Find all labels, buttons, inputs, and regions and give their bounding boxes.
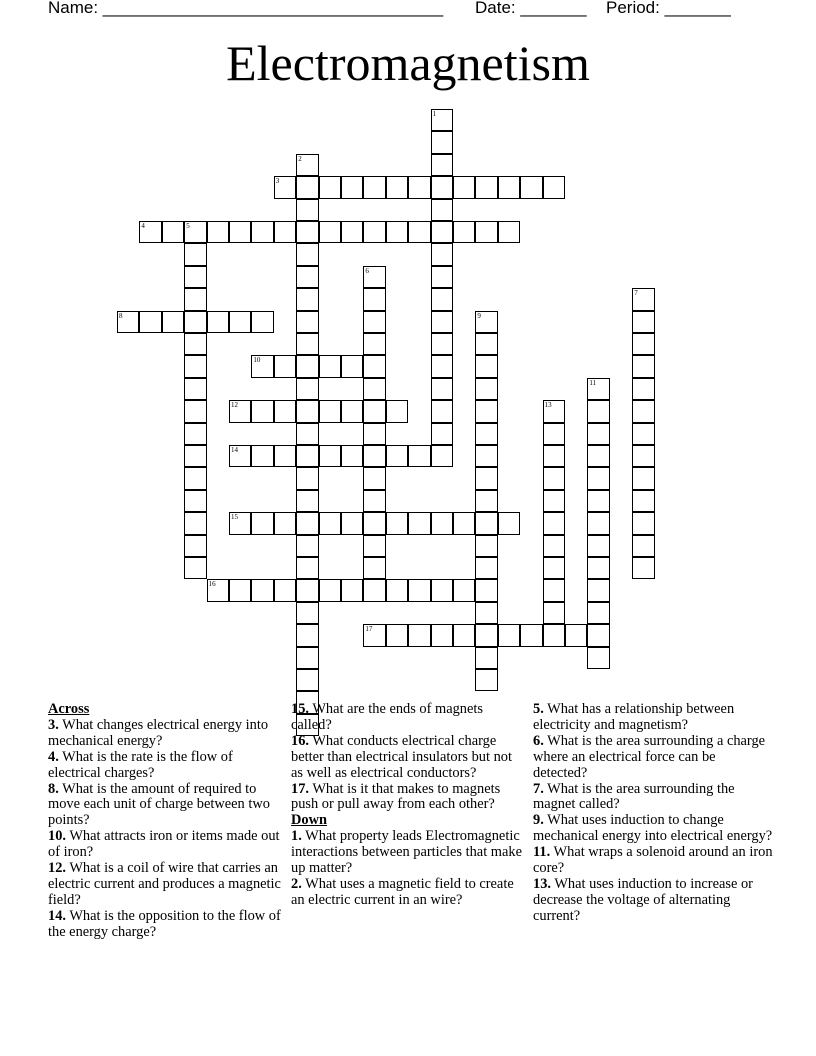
grid-cell[interactable] xyxy=(296,579,318,601)
clue-item xyxy=(48,750,284,782)
grid-cell[interactable] xyxy=(363,221,385,243)
grid-cell[interactable] xyxy=(274,176,296,198)
grid-cell[interactable] xyxy=(475,557,497,579)
clue-item xyxy=(533,877,773,925)
grid-cell[interactable] xyxy=(363,557,385,579)
clue-column-1 xyxy=(48,702,284,941)
clue-item xyxy=(291,877,527,909)
grid-cell[interactable] xyxy=(184,400,206,422)
grid-cell[interactable] xyxy=(632,490,654,512)
grid-cell[interactable] xyxy=(475,445,497,467)
grid-cell[interactable] xyxy=(543,512,565,534)
grid-cell[interactable] xyxy=(319,176,341,198)
grid-cell[interactable] xyxy=(251,445,273,467)
grid-cell[interactable] xyxy=(587,378,609,400)
grid-cell[interactable] xyxy=(184,311,206,333)
grid-cell[interactable] xyxy=(587,624,609,646)
grid-cell[interactable] xyxy=(498,624,520,646)
grid-cell[interactable] xyxy=(319,445,341,467)
grid-cell[interactable] xyxy=(184,445,206,467)
clue-item-number: 2. xyxy=(291,875,302,892)
grid-cell[interactable] xyxy=(520,624,542,646)
clue-item-text: What uses a magnetic field to create an electric current in an wire? xyxy=(291,875,514,908)
grid-cell[interactable] xyxy=(139,221,161,243)
grid-cell[interactable] xyxy=(296,288,318,310)
clue-item xyxy=(48,861,284,909)
clue-item-number: 17. xyxy=(291,780,309,797)
grid-cell[interactable] xyxy=(184,355,206,377)
grid-cell[interactable] xyxy=(431,423,453,445)
grid-cell[interactable] xyxy=(475,602,497,624)
grid-cell[interactable] xyxy=(341,400,363,422)
grid-cell[interactable] xyxy=(296,378,318,400)
grid-cell[interactable] xyxy=(632,400,654,422)
grid-cell[interactable] xyxy=(386,624,408,646)
grid-cell[interactable] xyxy=(296,333,318,355)
clue-number: 7 xyxy=(634,289,638,298)
grid-cell[interactable] xyxy=(431,624,453,646)
grid-cell[interactable] xyxy=(587,579,609,601)
clue-number: 9 xyxy=(477,311,481,320)
grid-cell[interactable] xyxy=(475,467,497,489)
grid-cell[interactable] xyxy=(251,512,273,534)
grid-cell[interactable] xyxy=(296,400,318,422)
grid-cell[interactable] xyxy=(296,355,318,377)
grid-cell[interactable] xyxy=(632,333,654,355)
grid-cell[interactable] xyxy=(453,176,475,198)
grid-cell[interactable] xyxy=(431,266,453,288)
clue-item-text: What is a coil of wire that carries an electric current and produces a magnetic field? xyxy=(48,860,281,908)
clue-item xyxy=(533,702,773,734)
grid-cell[interactable] xyxy=(296,243,318,265)
grid-cell[interactable] xyxy=(408,176,430,198)
clue-item-number: 4. xyxy=(48,748,59,765)
grid-cell[interactable] xyxy=(117,311,139,333)
grid-cell[interactable] xyxy=(543,445,565,467)
grid-cell[interactable] xyxy=(408,512,430,534)
clue-number: 6 xyxy=(365,266,369,275)
grid-cell[interactable] xyxy=(296,311,318,333)
grid-cell[interactable] xyxy=(475,355,497,377)
clue-item-number: 5. xyxy=(533,701,544,717)
grid-cell[interactable] xyxy=(543,490,565,512)
grid-cell[interactable] xyxy=(296,467,318,489)
grid-cell[interactable] xyxy=(543,176,565,198)
grid-cell[interactable] xyxy=(543,467,565,489)
grid-cell[interactable] xyxy=(184,423,206,445)
grid-cell[interactable] xyxy=(184,467,206,489)
grid-cell[interactable] xyxy=(162,311,184,333)
grid-cell[interactable] xyxy=(431,243,453,265)
grid-cell[interactable] xyxy=(431,512,453,534)
clue-number: 3 xyxy=(275,177,280,186)
grid-cell[interactable] xyxy=(453,512,475,534)
grid-cell[interactable] xyxy=(498,221,520,243)
grid-cell[interactable] xyxy=(587,423,609,445)
grid-cell[interactable] xyxy=(431,400,453,422)
grid-cell[interactable] xyxy=(543,400,565,422)
grid-cell[interactable] xyxy=(363,355,385,377)
grid-cell[interactable] xyxy=(296,624,318,646)
grid-cell[interactable] xyxy=(296,221,318,243)
name-field-label: Name: ____________________________________ xyxy=(48,0,444,17)
grid-cell[interactable] xyxy=(475,333,497,355)
grid-cell[interactable] xyxy=(184,266,206,288)
grid-cell[interactable] xyxy=(184,512,206,534)
grid-cell[interactable] xyxy=(363,579,385,601)
grid-cell[interactable] xyxy=(319,400,341,422)
grid-cell[interactable] xyxy=(363,467,385,489)
clue-item xyxy=(48,829,284,861)
grid-cell[interactable] xyxy=(296,535,318,557)
grid-cell[interactable] xyxy=(475,669,497,691)
clue-item xyxy=(48,782,284,830)
clue-item-number: 15. xyxy=(291,701,309,717)
clue-item-text: What has a relationship between electricity and magnetism? xyxy=(533,701,735,733)
grid-cell[interactable] xyxy=(139,311,161,333)
grid-cell[interactable] xyxy=(184,243,206,265)
clue-number: 5 xyxy=(186,222,190,230)
grid-cell[interactable] xyxy=(587,602,609,624)
clue-item-text: What property leads Electromagnetic interactions between particles that make up matter? xyxy=(291,828,522,877)
grid-cell[interactable] xyxy=(229,512,251,534)
clue-item xyxy=(291,702,527,734)
grid-cell[interactable] xyxy=(543,624,565,646)
clue-number: 17 xyxy=(365,625,373,634)
clue-item-text: What attracts iron or items made out of iron? xyxy=(48,828,280,861)
grid-cell[interactable] xyxy=(363,512,385,534)
grid-cell[interactable] xyxy=(274,355,296,377)
grid-cell[interactable] xyxy=(475,624,497,646)
grid-cell[interactable] xyxy=(319,512,341,534)
grid-cell[interactable] xyxy=(207,221,229,243)
grid-cell[interactable] xyxy=(632,535,654,557)
grid-cell[interactable] xyxy=(498,512,520,534)
grid-cell[interactable] xyxy=(587,535,609,557)
clue-item-text: What is the area surrounding a charge where an electrical force can be detected? xyxy=(533,732,766,781)
grid-cell[interactable] xyxy=(363,535,385,557)
grid-cell[interactable] xyxy=(475,221,497,243)
grid-cell[interactable] xyxy=(386,512,408,534)
grid-cell[interactable] xyxy=(386,579,408,601)
grid-cell[interactable] xyxy=(296,490,318,512)
clue-item-number: 7. xyxy=(533,780,544,797)
grid-cell[interactable] xyxy=(296,512,318,534)
clue-column-3 xyxy=(533,702,773,925)
clue-item-number: 13. xyxy=(533,875,551,892)
grid-cell[interactable] xyxy=(251,355,273,377)
grid-cell[interactable] xyxy=(363,311,385,333)
clue-number: 8 xyxy=(119,311,123,320)
clue-item-text: What conducts electrical charge better than electrical insulators but not as well as electrical conductors? xyxy=(291,732,512,781)
grid-cell[interactable] xyxy=(229,579,251,601)
grid-cell[interactable] xyxy=(408,579,430,601)
grid-cell[interactable] xyxy=(184,557,206,579)
clue-item-number: 16. xyxy=(291,732,309,749)
grid-cell[interactable] xyxy=(431,199,453,221)
grid-cell[interactable] xyxy=(363,400,385,422)
grid-cell[interactable] xyxy=(319,221,341,243)
grid-cell[interactable] xyxy=(184,535,206,557)
grid-cell[interactable] xyxy=(341,355,363,377)
grid-cell[interactable] xyxy=(431,445,453,467)
grid-cell[interactable] xyxy=(632,423,654,445)
grid-cell[interactable] xyxy=(251,311,273,333)
clue-item xyxy=(533,813,773,845)
clue-item xyxy=(48,718,284,750)
clue-item-number: 8. xyxy=(48,780,59,797)
clue-item xyxy=(291,782,527,814)
grid-cell[interactable] xyxy=(296,445,318,467)
grid-cell[interactable] xyxy=(587,557,609,579)
clue-number: 10 xyxy=(253,356,261,365)
clue-item-text: What are the ends of magnets called? xyxy=(291,701,483,733)
grid-cell[interactable] xyxy=(363,288,385,310)
grid-cell[interactable] xyxy=(587,512,609,534)
grid-cell[interactable] xyxy=(632,288,654,310)
grid-cell[interactable] xyxy=(274,221,296,243)
grid-cell[interactable] xyxy=(543,579,565,601)
grid-cell[interactable] xyxy=(431,355,453,377)
grid-cell[interactable] xyxy=(475,378,497,400)
grid-cell[interactable] xyxy=(274,400,296,422)
grid-cell[interactable] xyxy=(296,176,318,198)
clue-item-number: 3. xyxy=(48,716,59,733)
clue-item-text: What is the area surrounding the magnet called? xyxy=(533,780,735,813)
grid-cell[interactable] xyxy=(229,445,251,467)
grid-cell[interactable] xyxy=(587,445,609,467)
grid-cell[interactable] xyxy=(229,221,251,243)
grid-cell[interactable] xyxy=(587,490,609,512)
grid-cell[interactable] xyxy=(475,579,497,601)
grid-cell[interactable] xyxy=(363,624,385,646)
grid-cell[interactable] xyxy=(363,423,385,445)
clue-item-number: 11. xyxy=(533,844,551,861)
clue-item xyxy=(533,845,773,877)
clue-number: 1 xyxy=(432,110,437,118)
clue-item xyxy=(533,782,773,814)
down-heading: Down xyxy=(291,812,327,829)
grid-cell[interactable] xyxy=(251,579,273,601)
grid-cell[interactable] xyxy=(543,602,565,624)
grid-cell[interactable] xyxy=(632,557,654,579)
clue-item-number: 6. xyxy=(533,732,544,749)
clue-item-number: 1. xyxy=(291,828,302,845)
grid-cell[interactable] xyxy=(229,400,251,422)
grid-cell[interactable] xyxy=(296,602,318,624)
grid-cell[interactable] xyxy=(475,423,497,445)
clue-item-number: 9. xyxy=(533,812,544,829)
grid-cell[interactable] xyxy=(207,579,229,601)
grid-cell[interactable] xyxy=(632,378,654,400)
grid-cell[interactable] xyxy=(274,512,296,534)
clue-item-number: 12. xyxy=(48,860,66,877)
grid-cell[interactable] xyxy=(565,624,587,646)
grid-cell[interactable] xyxy=(162,221,184,243)
grid-cell[interactable] xyxy=(475,311,497,333)
clue-number: 2 xyxy=(298,154,302,163)
grid-cell[interactable] xyxy=(319,579,341,601)
grid-cell[interactable] xyxy=(632,467,654,489)
grid-cell[interactable] xyxy=(184,490,206,512)
grid-cell[interactable] xyxy=(453,221,475,243)
grid-cell[interactable] xyxy=(296,669,318,691)
clue-number: 11 xyxy=(589,378,597,387)
grid-cell[interactable] xyxy=(431,154,453,176)
grid-cell[interactable] xyxy=(251,221,273,243)
grid-cell[interactable] xyxy=(341,512,363,534)
grid-cell[interactable] xyxy=(184,378,206,400)
grid-cell[interactable] xyxy=(408,221,430,243)
grid-cell[interactable] xyxy=(363,490,385,512)
grid-cell[interactable] xyxy=(274,445,296,467)
clue-item-number: 10. xyxy=(48,828,66,845)
grid-cell[interactable] xyxy=(386,221,408,243)
clue-item-text: What wraps a solenoid around an iron core? xyxy=(533,844,773,877)
grid-cell[interactable] xyxy=(229,311,251,333)
grid-cell[interactable] xyxy=(498,176,520,198)
grid-cell[interactable] xyxy=(431,109,453,131)
grid-cell[interactable] xyxy=(587,467,609,489)
grid-cell[interactable] xyxy=(341,221,363,243)
grid-cell[interactable] xyxy=(363,445,385,467)
grid-cell[interactable] xyxy=(341,445,363,467)
grid-cell[interactable] xyxy=(543,557,565,579)
grid-cell[interactable] xyxy=(543,535,565,557)
grid-cell[interactable] xyxy=(431,333,453,355)
clue-item xyxy=(291,734,527,782)
grid-cell[interactable] xyxy=(543,423,565,445)
clue-number: 15 xyxy=(231,513,238,522)
clue-item-number: 14. xyxy=(48,907,66,924)
grid-cell[interactable] xyxy=(363,176,385,198)
grid-cell[interactable] xyxy=(296,647,318,669)
grid-cell[interactable] xyxy=(341,579,363,601)
grid-cell[interactable] xyxy=(431,288,453,310)
grid-cell[interactable] xyxy=(431,311,453,333)
grid-cell[interactable] xyxy=(184,288,206,310)
grid-cell[interactable] xyxy=(296,199,318,221)
grid-cell[interactable] xyxy=(341,176,363,198)
grid-cell[interactable] xyxy=(453,624,475,646)
grid-cell[interactable] xyxy=(386,176,408,198)
clue-item-text: What changes electrical energy into mechanical energy? xyxy=(48,716,269,749)
page-title: Electromagnetism xyxy=(226,35,590,91)
grid-cell[interactable] xyxy=(475,176,497,198)
clue-item xyxy=(533,734,773,782)
period-field-label: Period: _______ xyxy=(606,0,731,17)
grid-cell[interactable] xyxy=(453,579,475,601)
grid-cell[interactable] xyxy=(386,445,408,467)
clue-item-text: What is it that makes to magnets push or pull away from each other? xyxy=(291,780,501,813)
grid-cell[interactable] xyxy=(431,176,453,198)
clue-number: 13 xyxy=(544,401,552,410)
clue-number: 14 xyxy=(231,446,238,454)
grid-cell[interactable] xyxy=(184,221,206,243)
grid-cell[interactable] xyxy=(363,266,385,288)
grid-cell[interactable] xyxy=(520,176,542,198)
grid-cell[interactable] xyxy=(296,154,318,176)
grid-cell[interactable] xyxy=(296,266,318,288)
grid-cell[interactable] xyxy=(431,131,453,153)
grid-cell[interactable] xyxy=(296,557,318,579)
grid-cell[interactable] xyxy=(475,512,497,534)
date-field-label: Date: _______ xyxy=(475,0,587,17)
grid-cell[interactable] xyxy=(386,400,408,422)
grid-cell[interactable] xyxy=(632,355,654,377)
clue-item-text: What is the rate is the flow of electrical charges? xyxy=(48,748,233,781)
clue-item xyxy=(291,829,527,877)
clue-item-text: What is the amount of required to move each unit of charge between two points? xyxy=(48,780,270,829)
grid-cell[interactable] xyxy=(632,311,654,333)
grid-cell[interactable] xyxy=(431,221,453,243)
grid-cell[interactable] xyxy=(587,647,609,669)
grid-cell[interactable] xyxy=(207,311,229,333)
grid-cell[interactable] xyxy=(632,445,654,467)
grid-cell[interactable] xyxy=(587,400,609,422)
grid-cell[interactable] xyxy=(408,445,430,467)
clue-number: 4 xyxy=(141,222,145,230)
across-heading: Across xyxy=(48,701,90,717)
grid-cell[interactable] xyxy=(408,624,430,646)
clue-number: 16 xyxy=(208,580,216,589)
grid-cell[interactable] xyxy=(363,333,385,355)
grid-cell[interactable] xyxy=(475,535,497,557)
grid-cell[interactable] xyxy=(475,400,497,422)
grid-cell[interactable] xyxy=(319,355,341,377)
grid-cell[interactable] xyxy=(431,378,453,400)
clue-item xyxy=(48,909,284,941)
clue-column-2 xyxy=(291,702,527,909)
clue-number: 12 xyxy=(231,401,238,410)
grid-cell[interactable] xyxy=(475,490,497,512)
grid-cell[interactable] xyxy=(184,333,206,355)
grid-cell[interactable] xyxy=(274,579,296,601)
clue-item-text: What is the opposition to the flow of the energy charge? xyxy=(48,907,281,940)
grid-cell[interactable] xyxy=(363,378,385,400)
grid-cell[interactable] xyxy=(475,647,497,669)
clue-item-text: What uses induction to change mechanical energy into electrical energy? xyxy=(533,812,773,845)
grid-cell[interactable] xyxy=(251,400,273,422)
clue-item-text: What uses induction to increase or decrease the voltage of alternating current? xyxy=(533,875,753,924)
grid-cell[interactable] xyxy=(632,512,654,534)
grid-cell[interactable] xyxy=(431,579,453,601)
grid-cell[interactable] xyxy=(296,423,318,445)
